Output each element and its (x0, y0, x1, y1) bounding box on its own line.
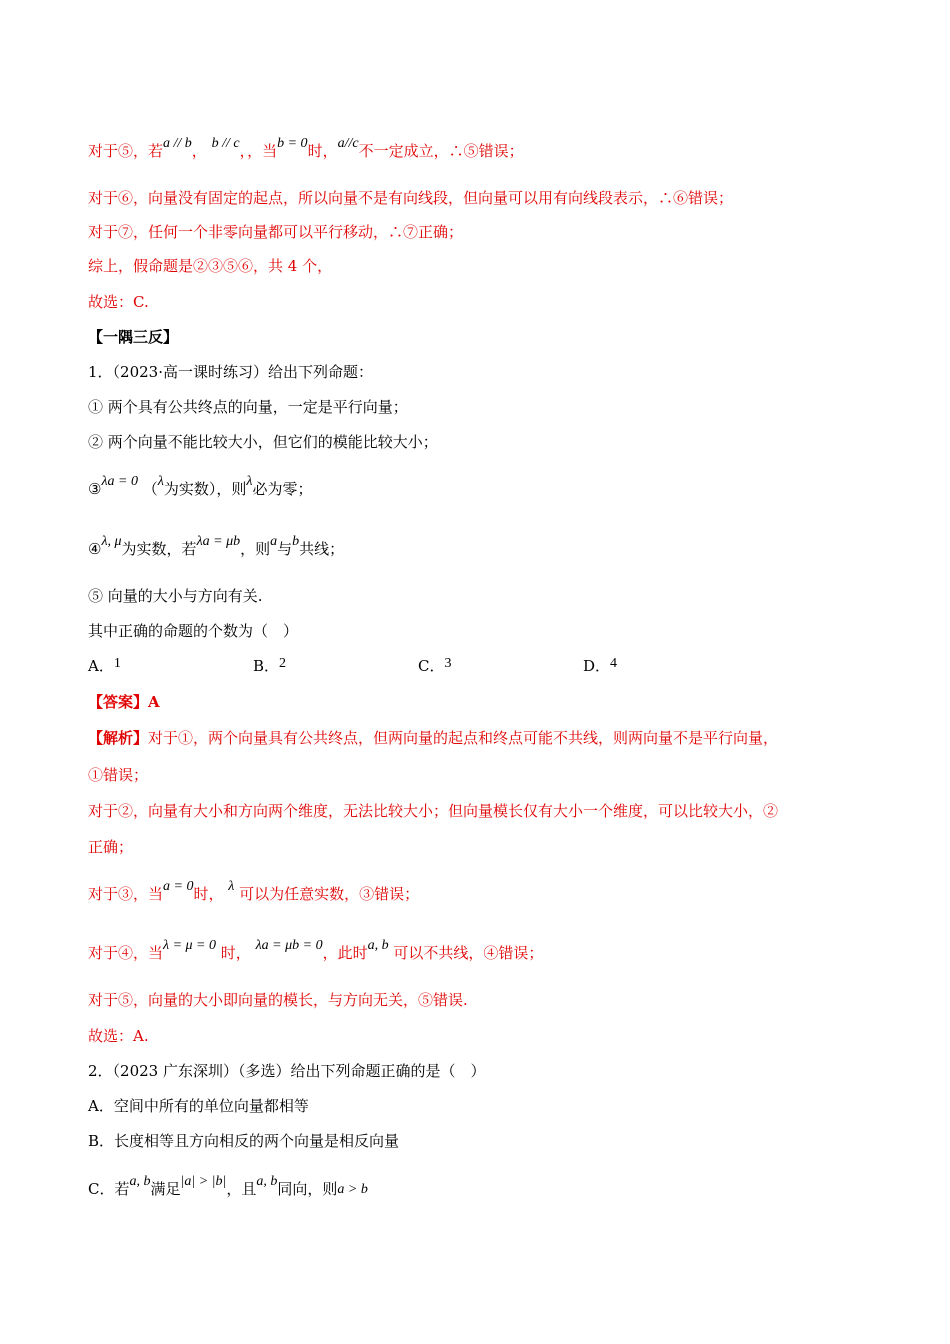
math-lambda-a-mu-b: λa = μb (196, 534, 241, 549)
math-lambda-mu-zero: λ = μ = 0 (163, 938, 217, 953)
q1-stem: 1．（2023·高一课时练习）给出下列命题： (88, 363, 373, 381)
q1-analysis-2b: 正确； (88, 838, 134, 856)
q1-analysis-5: 对于⑤，向量的大小即向量的模长，与方向无关，⑤错误. (88, 991, 468, 1009)
q1-answer: 【答案】A (88, 693, 160, 711)
math-lambda-a-zero: λa = 0 (101, 474, 138, 489)
math-lambda: λ (228, 879, 235, 894)
q1-item-5: ⑤ 向量的大小与方向有关. (88, 587, 263, 605)
q2-option-a: A．空间中所有的单位向量都相等 (88, 1097, 309, 1115)
math-a-b: a, b (256, 1174, 278, 1189)
solution-line-7: 对于⑦，任何一个非零向量都可以平行移动，∴⑦正确； (88, 223, 464, 241)
q1-option-d: D．4 (583, 656, 618, 675)
math-lambda: λ (246, 474, 253, 489)
q1-option-b: B．2 (253, 656, 287, 675)
q1-analysis-1: 【解析】对于①，两个向量具有公共终点，但两向量的起点和终点可能不共线，则两向量不是平行向量， (88, 729, 779, 747)
q1-item-4: ④λ, μ为实数，若λa = μb，则a与b共线； (88, 534, 345, 558)
q2-option-c: C．若a, b满足|a| > |b|，且a, b同向，则a > b (88, 1174, 368, 1198)
q1-item-1: ① 两个具有公共终点的向量，一定是平行向量； (88, 398, 408, 416)
q1-option-a: A．1 (88, 656, 121, 675)
solution-line-5: 对于⑤，若a // b， b // c，，当b = 0时，a//c不一定成立，∴⑤错误； (88, 136, 524, 160)
q1-option-c: C．3 (418, 656, 452, 675)
math-b-zero: b = 0 (277, 136, 308, 151)
q1-analysis-2: 对于②，向量有大小和方向两个维度，无法比较大小；但向量模长仅有大小一个维度，可以比较大小，② (88, 802, 779, 820)
q1-choice: 故选：A. (88, 1027, 149, 1045)
math-a-parallel-b: a // b (163, 136, 192, 151)
math-lambda-mu: λ, μ (101, 534, 122, 549)
math-b-parallel-c: b // c (211, 136, 240, 151)
solution-line-6: 对于⑥，向量没有固定的起点，所以向量不是有向线段，但向量可以用有向线段表示，∴⑥错误； (88, 189, 734, 207)
math-b: b (292, 534, 300, 549)
q1-item-3: ③λa = 0 （λ为实数），则λ必为零； (88, 474, 313, 498)
q2-option-b: B．长度相等且方向相反的两个向量是相反向量 (88, 1132, 400, 1150)
math-a: a (270, 534, 278, 549)
solution-summary: 综上，假命题是②③⑤⑥，共 4 个， (88, 257, 333, 275)
q1-analysis-4: 对于④，当λ = μ = 0 时， λa = μb = 0，此时a, b 可以不共线，④错误； (88, 938, 544, 962)
solution-choice: 故选：C. (88, 293, 149, 311)
math-a-gt-b: a > b (337, 1182, 368, 1197)
math-a-b: a, b (129, 1174, 151, 1189)
q1-item-2: ② 两个向量不能比较大小，但它们的模能比较大小； (88, 433, 438, 451)
q1-analysis-1b: ①错误； (88, 766, 149, 784)
q1-analysis-3: 对于③，当a = 0时， λ 可以为任意实数，③错误； (88, 879, 420, 903)
q2-stem: 2．（2023 广东深圳）（多选）给出下列命题正确的是（ ） (88, 1062, 486, 1080)
math-a-parallel-c: a//c (337, 136, 359, 151)
math-lambda: λ (157, 474, 164, 489)
q1-ask: 其中正确的命题的个数为（ ） (88, 622, 299, 640)
math-a-zero: a = 0 (163, 879, 194, 894)
math-lambda-a-mu-b-zero: λa = μb = 0 (255, 938, 323, 953)
math-a-b: a, b (367, 938, 389, 953)
section-heading: 【一隅三反】 (88, 328, 179, 346)
math-abs-a-gt-abs-b: |a| > |b| (180, 1174, 227, 1189)
